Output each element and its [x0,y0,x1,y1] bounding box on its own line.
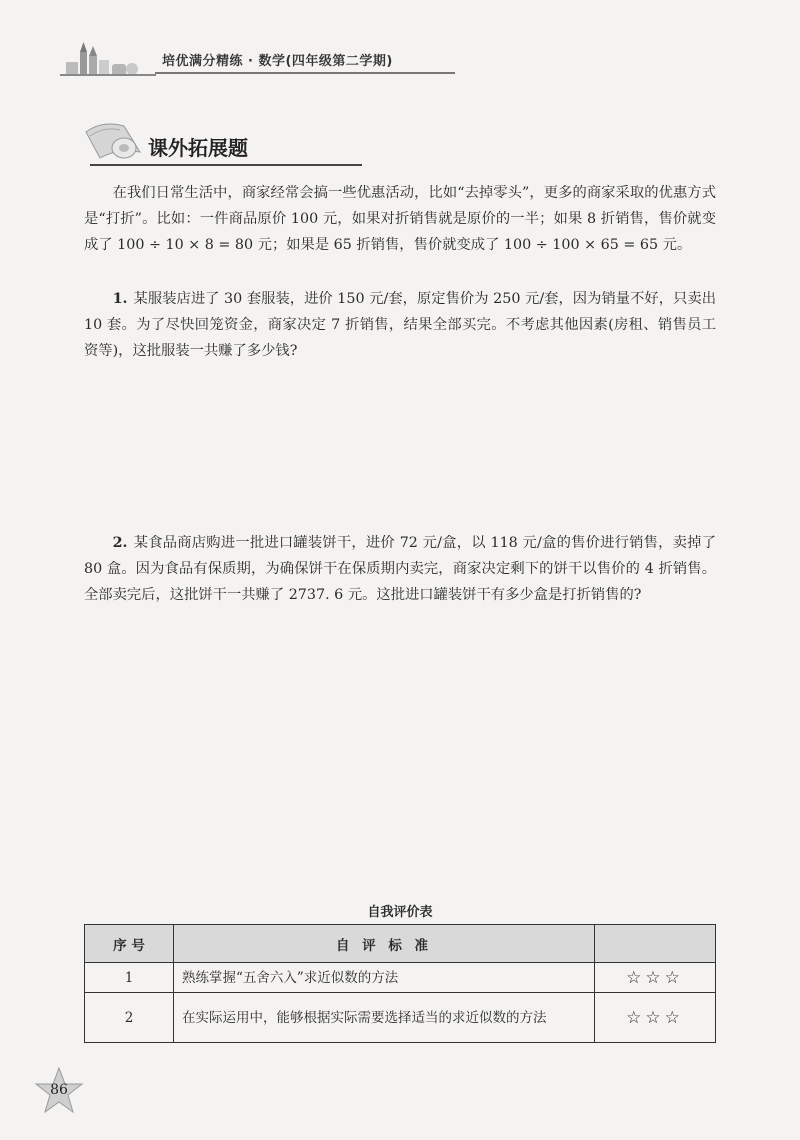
header-number: 序 号 [85,925,174,963]
section-divider [90,164,362,166]
intro-paragraph: 在我们日常生活中，商家经常会搞一些优惠活动，比如“去掉零头”，更多的商家采取的优惠方式是“打折”。比如：一件商品原价 100 元，如果对折销售就是原价的一半；如果 8 折销售，售价就变成了 100 ÷ 10 × 8 = 80 元；如果是 65 折销售，售价就变成了 100 ÷ 100 × 65 = 65 元。 [84,185,716,253]
row-number: 2 [85,993,174,1043]
row-criterion: 熟练掌握“五舍六入”求近似数的方法 [174,963,595,993]
question-text: 某服装店进了 30 套服装，进价 150 元/套，原定售价为 250 元/套，因为销量不好，只卖出 10 套。为了尽快回笼资金，商家决定 7 折销售，结果全部买完。不考虑其他因素(房租、销售员工资等)，这批服装一共赚了多少钱? [84,291,716,359]
header-title: 培优满分精练 · 数学(四年级第二学期) [162,54,393,69]
books-pencils-icon [60,38,160,78]
self-evaluation-table [84,924,716,1043]
star-icon[interactable]: ☆☆☆ [626,967,684,988]
page-number: 86 [50,1082,68,1098]
question-text: 某食品商店购进一批进口罐装饼干，进价 72 元/盒，以 118 元/盒的售价进行销售，卖掉了 80 盒。因为食品有保质期，为确保饼干在保质期内卖完，商家决定剩下的饼干以售价的 4 折销售。全部卖完后，这批饼干一共赚了 2737. 6 元。这批进口罐装饼干有多少盒是打折销售的? [84,535,716,603]
row-criterion: 在实际运用中，能够根据实际需要选择适当的求近似数的方法 [174,993,595,1043]
table-row [85,993,716,1043]
section-title: 课外拓展题 [148,136,248,160]
question-number: 1. [112,291,128,307]
table-row [85,963,716,993]
header-criteria: 自 评 标 准 [174,925,595,963]
scroll-icon [80,112,150,168]
page-header [60,38,720,78]
page-number-badge [34,1066,84,1116]
header-rating [595,925,716,963]
star-rating[interactable] [595,963,716,993]
section-heading [80,112,300,172]
question-2 [84,530,716,608]
question-number: 2. [112,535,128,551]
star-rating[interactable] [595,993,716,1043]
header-divider [155,72,455,74]
evaluation-caption: 自我评价表 [367,905,433,920]
star-icon[interactable]: ☆☆☆ [626,1007,684,1028]
row-number: 1 [85,963,174,993]
table-header-row [85,925,716,963]
question-1 [84,286,716,364]
